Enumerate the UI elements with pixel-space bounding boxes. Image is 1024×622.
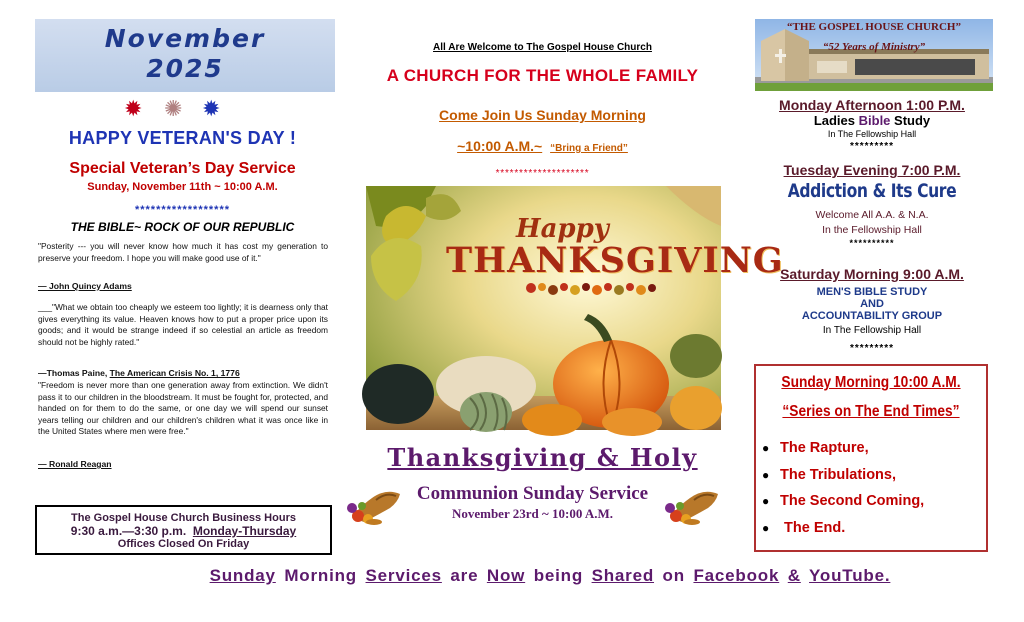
- blue-starburst-icon: ✹: [202, 96, 221, 121]
- bullet-icon: ●: [762, 520, 770, 535]
- attribution-title: The American Crisis No. 1, 1776: [109, 368, 240, 378]
- hours-closed: Offices Closed On Friday: [117, 538, 250, 550]
- quote-reagan: "Freedom is never more than one generation away from extinction. We didn't pass it to our children in the bloodstream. It must be fought for, protected, and handed on for them to do the same, or one day we will spend our sunset years telling our children and our children's children what it was once like in the United States where men were free.": [38, 380, 328, 437]
- white-starburst-icon: ✺: [164, 96, 183, 121]
- footer-word: Sunday: [209, 566, 276, 585]
- attribution-author: —Thomas Paine,: [38, 368, 108, 378]
- come-join-heading: Come Join Us Sunday Morning: [439, 107, 646, 123]
- years-of-ministry: “52 Years of Ministry”: [822, 41, 926, 53]
- list-item-text: The Rapture,: [780, 440, 869, 456]
- church-name: “THE GOSPEL HOUSE CHURCH”: [787, 21, 961, 33]
- hours-times: [37, 525, 330, 538]
- year-title: 2025: [146, 54, 224, 83]
- saturday-schedule-heading: Saturday Morning 9:00 A.M.: [780, 266, 964, 282]
- list-item: [762, 435, 924, 462]
- footer-word: Shared: [591, 566, 655, 585]
- ladies-bible-study: [752, 113, 992, 128]
- red-starburst-icon: ✹: [124, 96, 143, 121]
- hours-time: 9:30 a.m.—3:30 p.m.: [70, 524, 187, 538]
- veterans-day-heading: HAPPY VETERAN'S DAY !: [68, 128, 297, 148]
- stars-divider: **********: [849, 238, 895, 248]
- end-times-list: [762, 435, 924, 541]
- quote-adams: "Posterity --- you will never know how much it has cost my generation to preserve your freedom. I hope you will make good use of it.": [38, 241, 328, 263]
- month-banner: [35, 19, 335, 92]
- ladies-word: Ladies: [813, 113, 855, 128]
- list-item: [762, 488, 924, 515]
- bible-word: Bible: [858, 113, 891, 128]
- welcome-line: All Are Welcome to The Gospel House Church: [433, 42, 652, 53]
- attribution-text: — Ronald Reagan: [38, 459, 112, 469]
- thanksgiving-holy-heading: Thanksgiving & Holy: [387, 443, 698, 472]
- service-time: ~10:00 A.M.~: [457, 138, 543, 154]
- bring-friend: “Bring a Friend”: [550, 143, 628, 154]
- stars-divider: ********************: [495, 168, 590, 179]
- quote-attribution-reagan: [38, 459, 112, 469]
- cornucopia-icon: [664, 486, 720, 526]
- list-item: [762, 515, 924, 542]
- bible-rock-heading: THE BIBLE~ ROCK OF OUR REPUBLIC: [70, 220, 295, 234]
- end-times-series-box: [754, 364, 988, 552]
- footer-line: [120, 566, 980, 586]
- bullet-icon: ●: [762, 467, 770, 482]
- image-thanksgiving-text: THANKSGIVING: [446, 240, 784, 281]
- addiction-heading: Addiction & Its Cure: [787, 180, 957, 202]
- stars-divider: *********: [849, 343, 895, 354]
- thanksgiving-image: [366, 186, 784, 430]
- tuesday-location: In the Fellowship Hall: [822, 224, 922, 236]
- bullet-icon: ●: [762, 494, 770, 508]
- communion-date: November 23rd ~ 10:00 A.M.: [451, 506, 614, 521]
- footer-word: on: [662, 566, 685, 585]
- quote-paine: ___"What we obtain too cheaply we esteem too lightly; it is dearness only that gives everything its value. Heaven knows how to put a proper price upon its goods; and it would be strange indeed if so celestial an article as freedom should not be highly rated.": [38, 302, 328, 347]
- service-time-line: [355, 138, 730, 154]
- footer-word: Services: [365, 566, 442, 585]
- mens-bible-study: MEN'S BIBLE STUDY: [816, 286, 928, 298]
- sunday-service-heading: Sunday Morning 10:00 A.M.: [781, 374, 961, 391]
- list-item: [762, 462, 924, 489]
- accountability-group: ACCOUNTABILITY GROUP: [801, 310, 943, 322]
- monday-schedule-heading: Monday Afternoon 1:00 P.M.: [779, 97, 965, 113]
- bullet-icon: ●: [762, 441, 770, 455]
- facebook-link[interactable]: Facebook: [693, 566, 780, 585]
- whole-family-heading: A CHURCH FOR THE WHOLE FAMILY: [386, 66, 699, 85]
- saturday-location: In The Fellowship Hall: [822, 325, 922, 336]
- mens-and: AND: [860, 298, 884, 310]
- footer-word: being: [533, 566, 584, 585]
- list-item-text: The Tribulations,: [780, 466, 897, 483]
- attribution-text: — John Quincy Adams: [38, 281, 132, 291]
- hours-title: The Gospel House Church Business Hours: [71, 512, 296, 524]
- hours-days: Monday-Thursday: [192, 524, 297, 538]
- series-title: “Series on The End Times”: [782, 403, 960, 420]
- youtube-link[interactable]: YouTube.: [809, 566, 891, 585]
- communion-heading: Communion Sunday Service: [416, 483, 649, 504]
- footer-ampersand: &: [787, 566, 801, 585]
- footer-word: Morning: [284, 566, 357, 585]
- stars-divider: ******************: [134, 204, 231, 216]
- quote-attribution-adams: [38, 281, 132, 291]
- business-hours-box: [35, 505, 332, 555]
- welcome-aa-na: Welcome All A.A. & N.A.: [815, 209, 929, 221]
- quote-attribution-paine: [38, 368, 240, 378]
- list-item-text: The Second Coming,: [780, 493, 925, 509]
- special-service-title: Special Veteran’s Day Service: [69, 160, 296, 177]
- special-service-date: Sunday, November 11th ~ 10:00 A.M.: [87, 181, 278, 193]
- monday-location: In The Fellowship Hall: [827, 129, 917, 139]
- footer-word: Now: [486, 566, 526, 585]
- month-title: November: [104, 24, 266, 53]
- cornucopia-icon: [346, 486, 402, 526]
- stars-divider: *********: [849, 141, 895, 152]
- tuesday-schedule-heading: Tuesday Evening 7:00 P.M.: [783, 162, 961, 178]
- church-photo: [755, 19, 993, 91]
- firework-stars: [120, 98, 230, 122]
- list-item-text: The End.: [780, 519, 846, 536]
- image-happy-text: Happy: [516, 214, 609, 244]
- footer-word: are: [450, 566, 479, 585]
- study-word: Study: [894, 113, 931, 128]
